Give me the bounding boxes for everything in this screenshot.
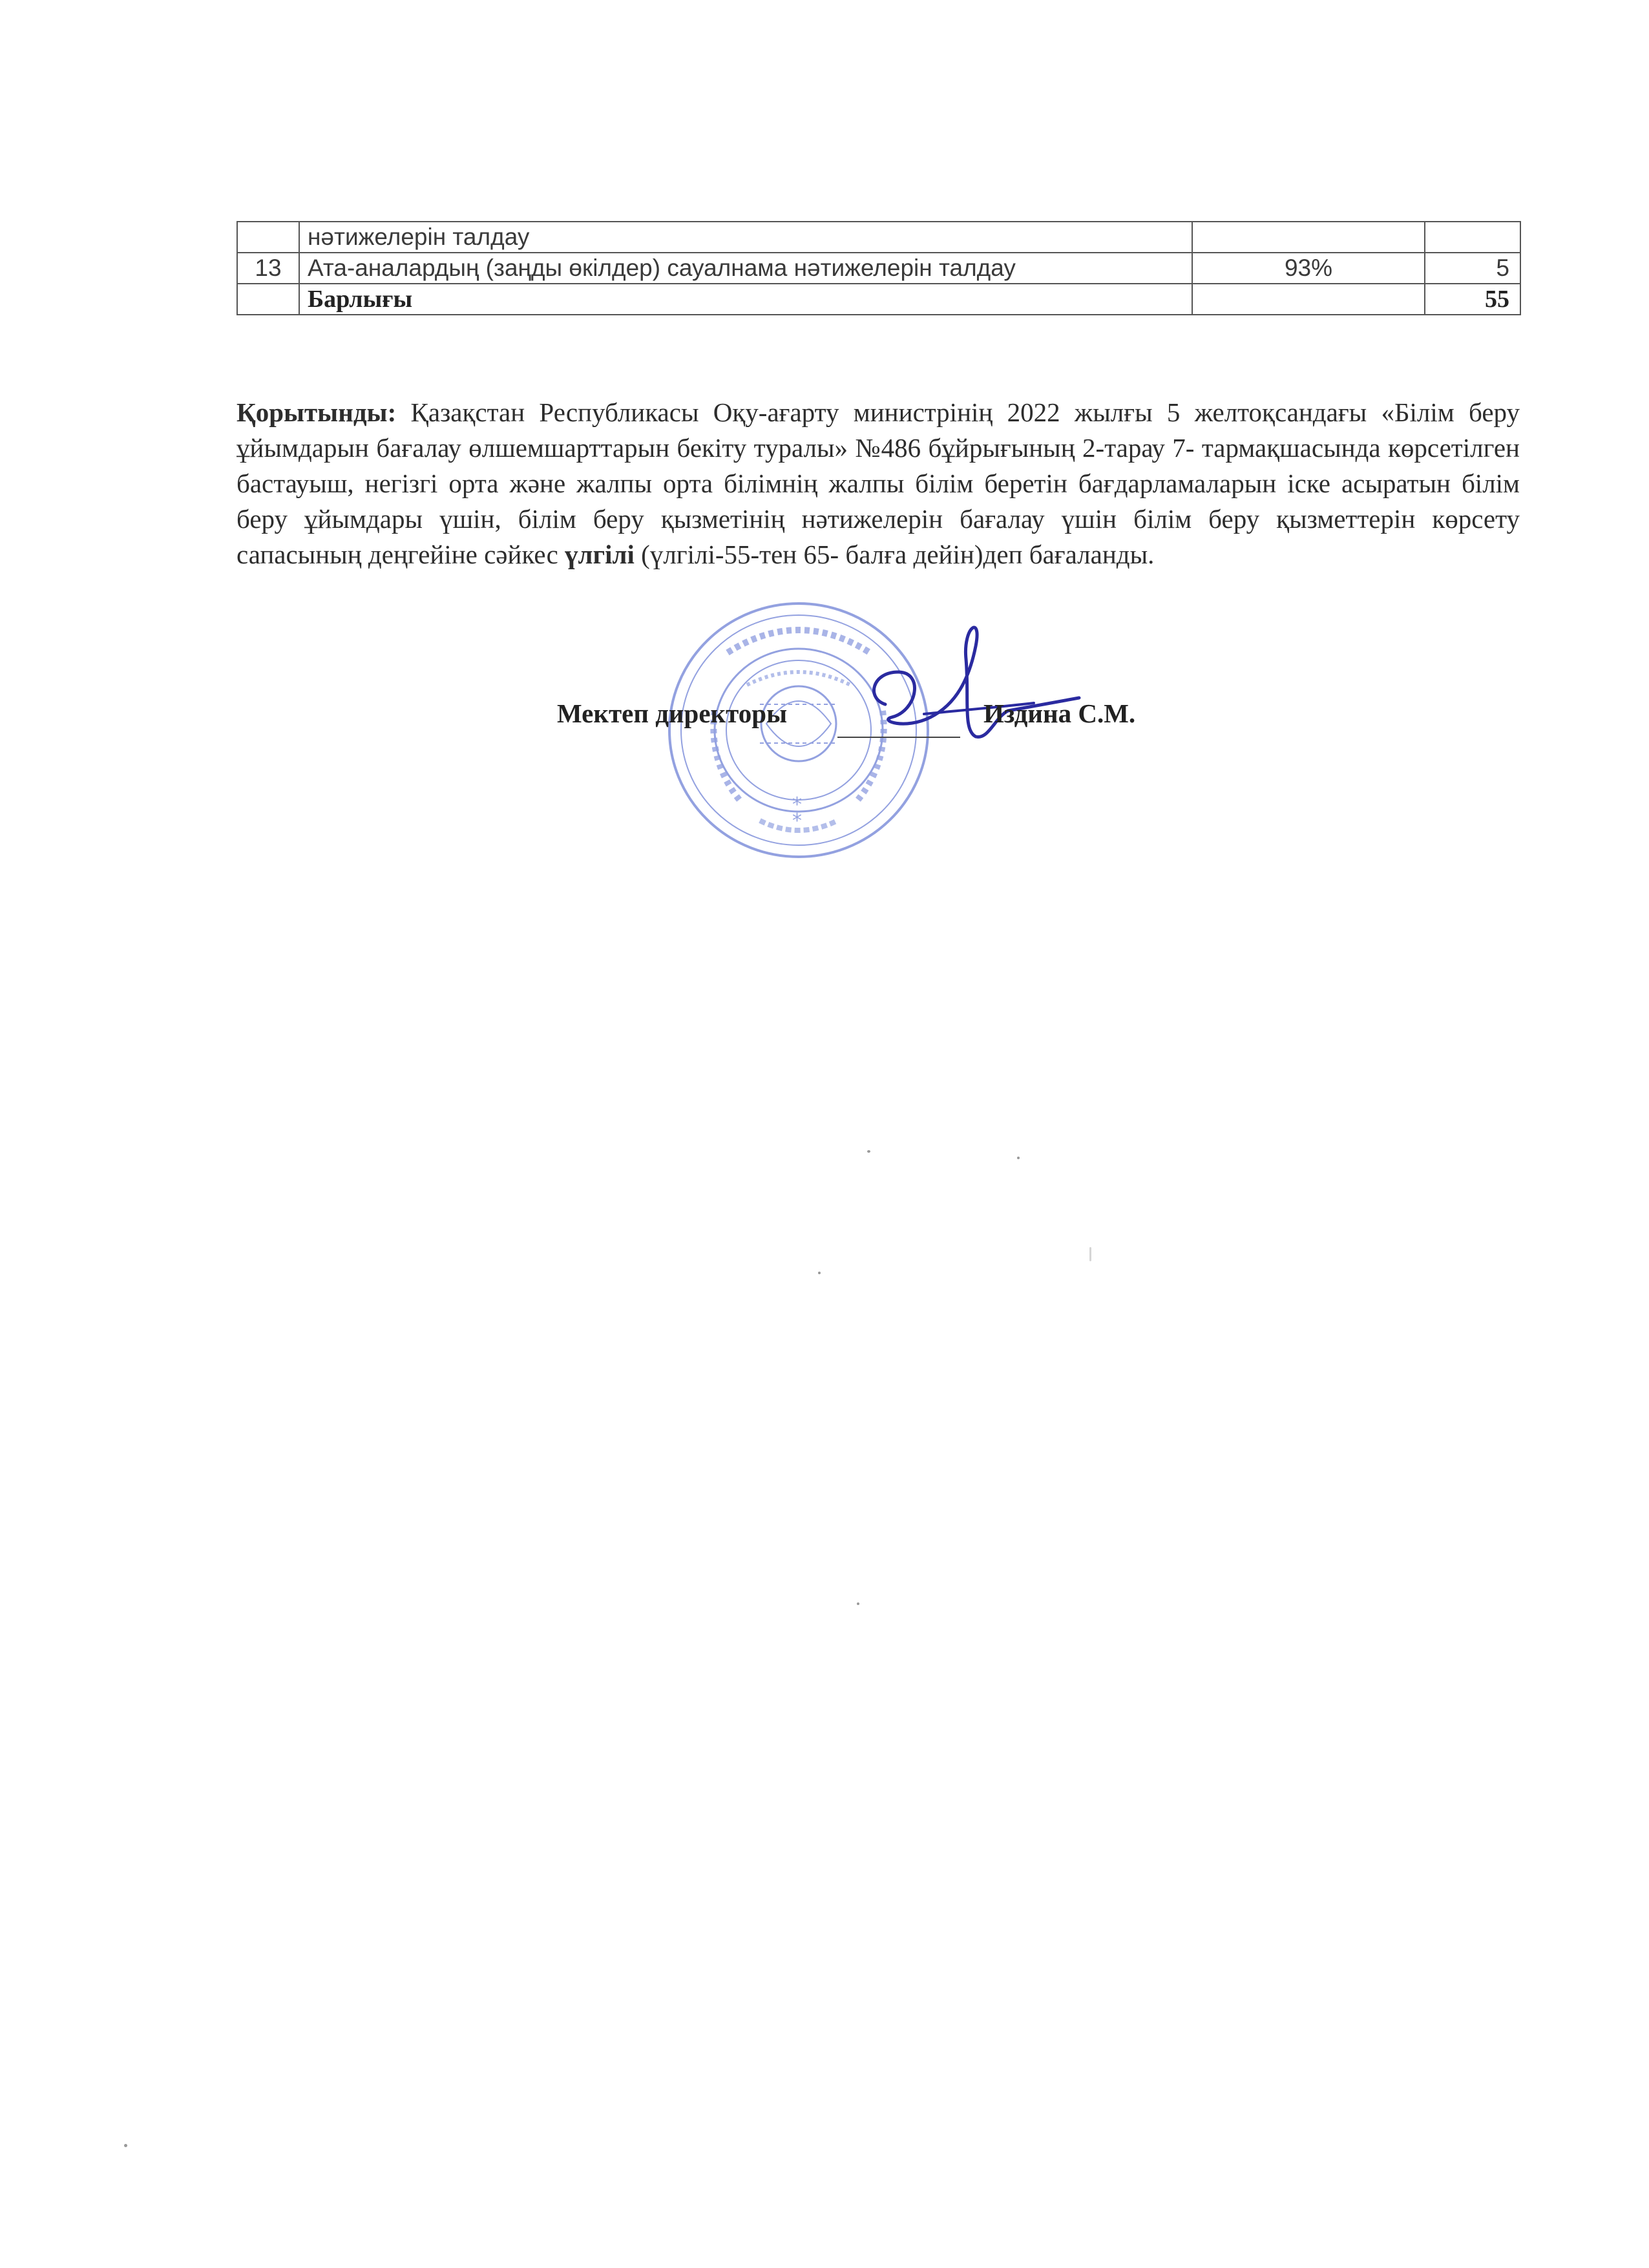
criterion-name: нәтижелерін талдау <box>299 222 1192 253</box>
criterion-score: 5 <box>1425 253 1520 284</box>
criterion-score <box>1425 222 1520 253</box>
total-row <box>237 284 1520 315</box>
total-number <box>237 284 299 315</box>
handwritten-signature-icon <box>827 601 1086 756</box>
conclusion-paragraph <box>236 395 1520 572</box>
conclusion-text: Қазақстан Республикасы Оқу-ағарту министрінің 2022 жылғы 5 желтоқсандағы «Білім беру ұйымдарын бағалау өлшемшарттарын бекіту туралы» №486 бұйрығының 2-тарау 7- тармақшасында көрсетілген бастауыш, негізгі орта және жалпы орта білімнің жалпы білім беретін бағдарламаларын іске асыратын білім беру ұйымдары үшін, білім беру қызметінің нәтижелерін бағалау үшін білім беру қызметтерін көрсету сапасының деңгейіне сәйкес <box>236 397 1520 569</box>
conclusion-label: Қорытынды: <box>236 397 397 427</box>
signature-role: Мектеп директоры <box>557 698 788 728</box>
conclusion-grade: үлгілі <box>565 540 635 569</box>
scan-speck <box>1089 1247 1091 1261</box>
scan-speck <box>818 1272 821 1274</box>
conclusion-tail: (үлгілі-55-тен 65- балға дейін)деп бағаланды. <box>634 540 1155 569</box>
table-row <box>237 253 1520 284</box>
total-score: 55 <box>1425 284 1520 315</box>
signature-line <box>837 737 960 738</box>
criterion-percent: 93% <box>1192 253 1425 284</box>
scan-speck <box>857 1602 859 1605</box>
signature-name: Издина С.М. <box>983 698 1136 728</box>
total-label: Барлығы <box>299 284 1192 315</box>
criterion-name: Ата-аналардың (заңды өкілдер) сауалнама нәтижелерін талдау <box>299 253 1192 284</box>
svg-text:*: * <box>792 810 802 832</box>
total-percent <box>1192 284 1425 315</box>
scan-speck <box>124 2144 127 2147</box>
table-row <box>237 222 1520 253</box>
row-number <box>237 222 299 253</box>
svg-text:*: * <box>792 793 802 816</box>
row-number: 13 <box>237 253 299 284</box>
results-table <box>236 221 1521 315</box>
scan-speck <box>867 1150 870 1153</box>
criterion-percent <box>1192 222 1425 253</box>
scan-speck <box>1017 1157 1020 1159</box>
